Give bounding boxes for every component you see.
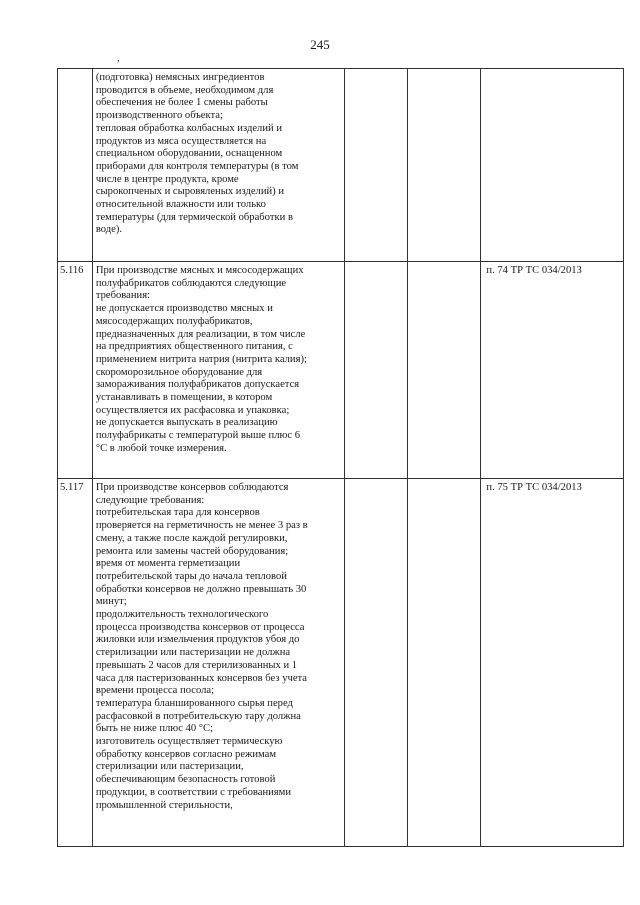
- requirement-text-line: изготовитель осуществляет термическую: [95, 736, 283, 748]
- requirement-text-line: стерилизации или пастеризации,: [95, 761, 244, 773]
- table-row: [58, 479, 624, 847]
- requirement-text-line: превышать 2 часов для стерилизованных и 1: [95, 659, 298, 671]
- requirements-table: [57, 68, 624, 847]
- requirement-text-line: расфасовкой в потребительскую тару должна: [95, 710, 301, 722]
- requirement-text-line: применением нитрита натрия (нитрита калия);: [95, 353, 307, 365]
- requirement-text-line: тепловая обработка колбасных изделий и: [95, 122, 282, 134]
- empty-cell-b: [407, 69, 481, 262]
- requirement-text-line: быть не ниже плюс 40 °С;: [95, 723, 214, 735]
- table-row: [58, 69, 624, 262]
- requirement-text-line: потребительская тара для консервов: [95, 507, 260, 519]
- empty-cell-b: [407, 262, 481, 479]
- requirement-text-line: продукции, в соответствии с требованиями: [95, 786, 292, 798]
- requirement-text-line: времени процесса посола;: [95, 685, 215, 697]
- requirement-text-line: замораживания полуфабрикатов допускается: [95, 379, 300, 391]
- regulation-reference-cell: [481, 69, 624, 262]
- requirement-text-line: проводится в объеме, необходимом для: [95, 84, 274, 96]
- requirement-text-line: °С в любой точке измерения.: [95, 442, 227, 454]
- requirement-text-line: не допускается выпускать в реализацию: [95, 417, 278, 429]
- requirement-text-line: жиловки или измельчения продуктов убоя до: [95, 634, 300, 646]
- clause-number-cell: [58, 69, 93, 262]
- requirement-text-line: потребительской тары до начала тепловой: [95, 570, 287, 582]
- requirement-text-line: При производстве консервов соблюдаются: [95, 482, 289, 493]
- requirement-text-line: продолжительность технологического: [95, 609, 269, 621]
- requirement-text-line: скороморозильное оборудование для: [95, 366, 263, 378]
- requirement-text-line: предназначенных для реализации, в том числе: [95, 328, 306, 340]
- requirement-text-line: полуфабрикатов соблюдаются следующие: [95, 277, 287, 289]
- table-row: [58, 262, 624, 479]
- requirement-text-line: числе в центре продукта, кроме: [95, 173, 239, 185]
- requirement-text-line: полуфабрикаты с температурой выше плюс 6: [95, 430, 301, 442]
- empty-cell-a: [345, 262, 407, 479]
- requirement-text-line: проверяется на герметичность не менее 3 раз в: [95, 520, 308, 532]
- requirement-text-line: требования:: [95, 290, 151, 302]
- requirement-text-line: стерилизации или пастеризации не должна: [95, 647, 291, 659]
- requirement-text-line: воде).: [95, 224, 123, 236]
- requirement-text-line: мясосодержащих полуфабрикатов,: [95, 315, 253, 327]
- requirement-text-cell: [92, 262, 344, 479]
- regulation-reference-cell: п. 74 ТР ТС 034/2013: [481, 262, 624, 479]
- regulation-reference-cell: п. 75 ТР ТС 034/2013: [481, 479, 624, 847]
- requirement-text-line: При производстве мясных и мясосодержащих: [95, 265, 304, 276]
- requirement-text-line: смену, а также после каждой регулировки,: [95, 532, 288, 544]
- requirement-text-line: температуры (для термической обработки в: [95, 211, 293, 223]
- page-number: 245: [310, 37, 330, 52]
- requirement-text-line: обработку консервов согласно режимам: [95, 748, 277, 760]
- requirement-text-cell: [92, 479, 344, 847]
- requirement-text-line: на предприятиях общественного питания, с: [95, 341, 293, 353]
- requirement-text-line: относительной влажности или только: [95, 199, 266, 211]
- requirement-text-line: процесса производства консервов от процесса: [95, 621, 305, 633]
- requirement-text-line: не допускается производство мясных и: [95, 303, 273, 315]
- requirement-text-line: температура бланшированного сырья перед: [95, 697, 293, 709]
- requirement-text-cell: [92, 69, 344, 262]
- clause-number-cell: 5.116: [58, 262, 93, 479]
- requirement-text-line: продуктов из мяса осуществляется на: [95, 135, 267, 147]
- requirement-text-line: минут;: [95, 596, 127, 608]
- clause-number-cell: 5.117: [58, 479, 93, 847]
- empty-cell-a: [345, 479, 407, 847]
- scan-mark: ,: [117, 53, 120, 64]
- requirement-text-line: часа для пастеризованных консервов без учета: [95, 672, 307, 684]
- requirement-text-line: приборами для контроля температуры (в том: [95, 160, 299, 172]
- requirement-text-line: производственного объекта;: [95, 110, 223, 122]
- requirement-text-line: ремонта или замены частей оборудования;: [95, 545, 289, 557]
- requirement-text-line: время от момента герметизации: [95, 558, 241, 570]
- requirement-text-line: (подготовка) немясных ингредиентов: [95, 72, 265, 83]
- requirement-text-line: сырокопченых и сыровяленых изделий) и: [95, 186, 285, 198]
- requirement-text-line: промышленной стерильности,: [95, 799, 233, 811]
- requirement-text-line: осуществляется их расфасовка и упаковка;: [95, 404, 290, 416]
- requirement-text-line: обеспечения не более 1 смены работы: [95, 97, 268, 109]
- requirement-text-line: устанавливать в помещении, в котором: [95, 392, 273, 404]
- requirement-text-line: следующие требования:: [95, 494, 205, 506]
- requirement-text-line: обеспечивающим безопасность готовой: [95, 774, 276, 786]
- requirement-text-line: специальном оборудовании, оснащенном: [95, 148, 283, 160]
- empty-cell-a: [345, 69, 407, 262]
- empty-cell-b: [407, 479, 481, 847]
- requirement-text-line: обработки консервов не должно превышать 30: [95, 583, 307, 595]
